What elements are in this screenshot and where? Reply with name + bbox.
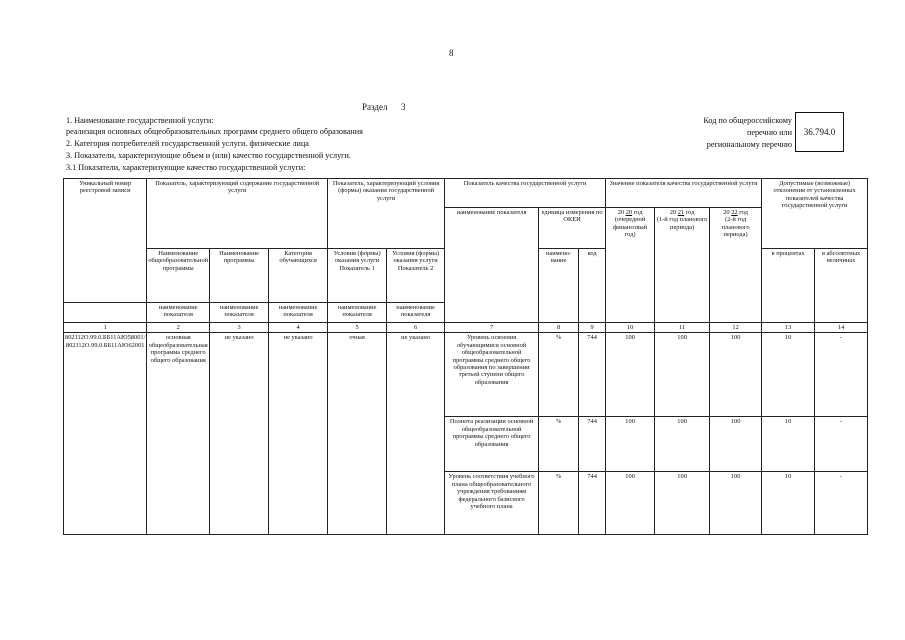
year-3-suffix: год [739,209,748,216]
col-num: 8 [539,323,579,333]
col-num: 6 [387,323,445,333]
registry-code-value: 36.794.0 [803,127,836,137]
indicators-heading: 3. Показатели, характеризующие объем и (или) качество государственной услуги. [66,151,351,160]
header-content-spacer [147,208,328,249]
year-2-note: (1-й год планового периода) [656,216,708,231]
header-deviation-absolute: в абсолютных величинах [815,249,868,323]
header-unique-number: Уникальный номер реестровой записи [64,179,147,303]
code-cell: 744 [579,472,606,535]
header-unique-spacer [64,303,147,323]
header-unit-okei: единица измерения по ОКЕИ [539,208,606,249]
deviation-absolute-cell: - [815,333,868,417]
year-1-value: 20 [625,209,633,216]
header-year-1 [606,208,655,323]
col-num: 5 [328,323,387,333]
table-row [64,333,868,417]
header-year-2 [655,208,710,323]
deviation-percent-cell: 10 [762,333,815,417]
deviation-percent-cell: 10 [762,472,815,535]
registry-code-label [660,115,792,151]
header-unit-name: наимено-вание [539,249,579,323]
header-ind-name-4: наименование показателя [269,303,328,323]
header-indicator-name: наименование показателя [445,208,539,323]
page-number: 8 [449,48,454,58]
year-3-value: 22 [731,209,738,216]
header-conditions-spacer [328,208,445,249]
unit-cell: % [539,333,579,417]
header-program-title: Наименование программы [210,249,269,303]
year-1-prefix: 20 [617,209,625,216]
value-year-3-cell: 100 [710,472,762,535]
col-num: 13 [762,323,815,333]
header-ind-name-3: наименование показателя [210,303,269,323]
deviation-percent-cell: 10 [762,417,815,472]
year-2-value: 21 [677,209,685,216]
unit-cell: % [539,417,579,472]
registry-code-box [795,112,844,152]
section-number: 3 [400,102,406,112]
header-ind-name-2: наименование показателя [147,303,210,323]
section-heading [362,102,405,112]
deviation-absolute-cell: - [815,472,868,535]
quality-indicators-heading: 3.1 Показатели, характеризующие качество государственной услуги: [66,163,306,172]
col-num: 10 [606,323,655,333]
code-cell: 744 [579,333,606,417]
year-2-prefix: 20 [669,209,677,216]
header-indicator-value: Значение показателя качества государственной услуги [606,179,762,208]
header-program-name: Наименование общеобразовательной программы [147,249,210,303]
condition-2-cell: не указано [387,333,445,535]
service-name-label: 1. Наименование государственной услуги: [66,116,214,125]
value-year-2-cell: 100 [655,333,710,417]
header-condition-2: Условия (формы) оказания услуги Показатель 2 [387,249,445,303]
header-student-category: Категория обучающихся [269,249,328,303]
header-ind-name-5: наименование показателя [328,303,387,323]
registry-code-line-1: Код по общероссийскому [703,116,792,125]
service-name-value: реализация основных общеобразовательных программ среднего общего образования [66,127,363,136]
col-num: 2 [147,323,210,333]
col-num: 9 [579,323,606,333]
col-num: 14 [815,323,868,333]
section-label: Раздел [362,102,388,112]
header-year-3 [710,208,762,323]
code-cell: 744 [579,417,606,472]
col-num: 4 [269,323,328,333]
program-title-cell: не указано [210,333,269,535]
header-unit-code: код [579,249,606,323]
col-num: 11 [655,323,710,333]
col-num: 3 [210,323,269,333]
year-1-suffix: год [633,209,643,216]
program-cell: основная общеобразовательная программа среднего общего образования [147,333,210,535]
consumer-category: 2. Категория потребителей государственной услуги. физические лица [66,139,309,148]
header-quality-indicator: Показатель качества государственной услуги [445,179,606,208]
unit-cell: % [539,472,579,535]
value-year-1-cell: 100 [606,472,655,535]
header-condition-1: Условия (формы) оказания услуги Показатель 1 [328,249,387,303]
year-3-note: (2-й год планового периода) [721,216,750,239]
col-num: 7 [445,323,539,333]
header-deviation-percent: в процентах [762,249,815,323]
header-ind-name-6: наименование показателя [387,303,445,323]
indicator-name-cell: Уровень соответствия учебного плана общеобразовательного учреждения требованиям федерального базисного учебного плана [445,472,539,535]
value-year-1-cell: 100 [606,333,655,417]
col-num: 1 [64,323,147,333]
condition-1-cell: очная [328,333,387,535]
year-3-prefix: 20 [723,209,730,216]
indicator-name-cell: Уровень освоения обучающимися основной общеобразовательной программы среднего общего образования по завершении третьей ступени общего образования [445,333,539,417]
indicator-name-cell: Полнота реализации основной общеобразовательной программы среднего общего образования [445,417,539,472]
year-2-suffix: год [685,209,695,216]
deviation-absolute-cell: - [815,417,868,472]
value-year-3-cell: 100 [710,333,762,417]
value-year-2-cell: 100 [655,417,710,472]
value-year-3-cell: 100 [710,417,762,472]
column-number-row [64,323,868,333]
registry-number-cell: 802112О.99.0.ББ11АЮ58001/ 802112О.99.0.ББ11АЮ62001 [64,333,147,535]
header-conditions-indicator: Показатель, характеризующий условия (формы) оказания государственной услуги [328,179,445,208]
header-content-indicator: Показатель, характеризующий содержание государственной услуги [147,179,328,208]
col-num: 12 [710,323,762,333]
header-allowed-deviation: Допустимые (возможные) отклонения от установленных показателей качества государственной услуги [762,179,868,249]
student-category-cell: не указано [269,333,328,535]
registry-code-line-2: перечню или [746,128,792,137]
registry-code-line-3: региональному перечню [706,140,792,149]
quality-indicators-table [63,178,868,535]
value-year-2-cell: 100 [655,472,710,535]
year-1-note: (очередной финансовый год) [613,216,648,239]
value-year-1-cell: 100 [606,417,655,472]
